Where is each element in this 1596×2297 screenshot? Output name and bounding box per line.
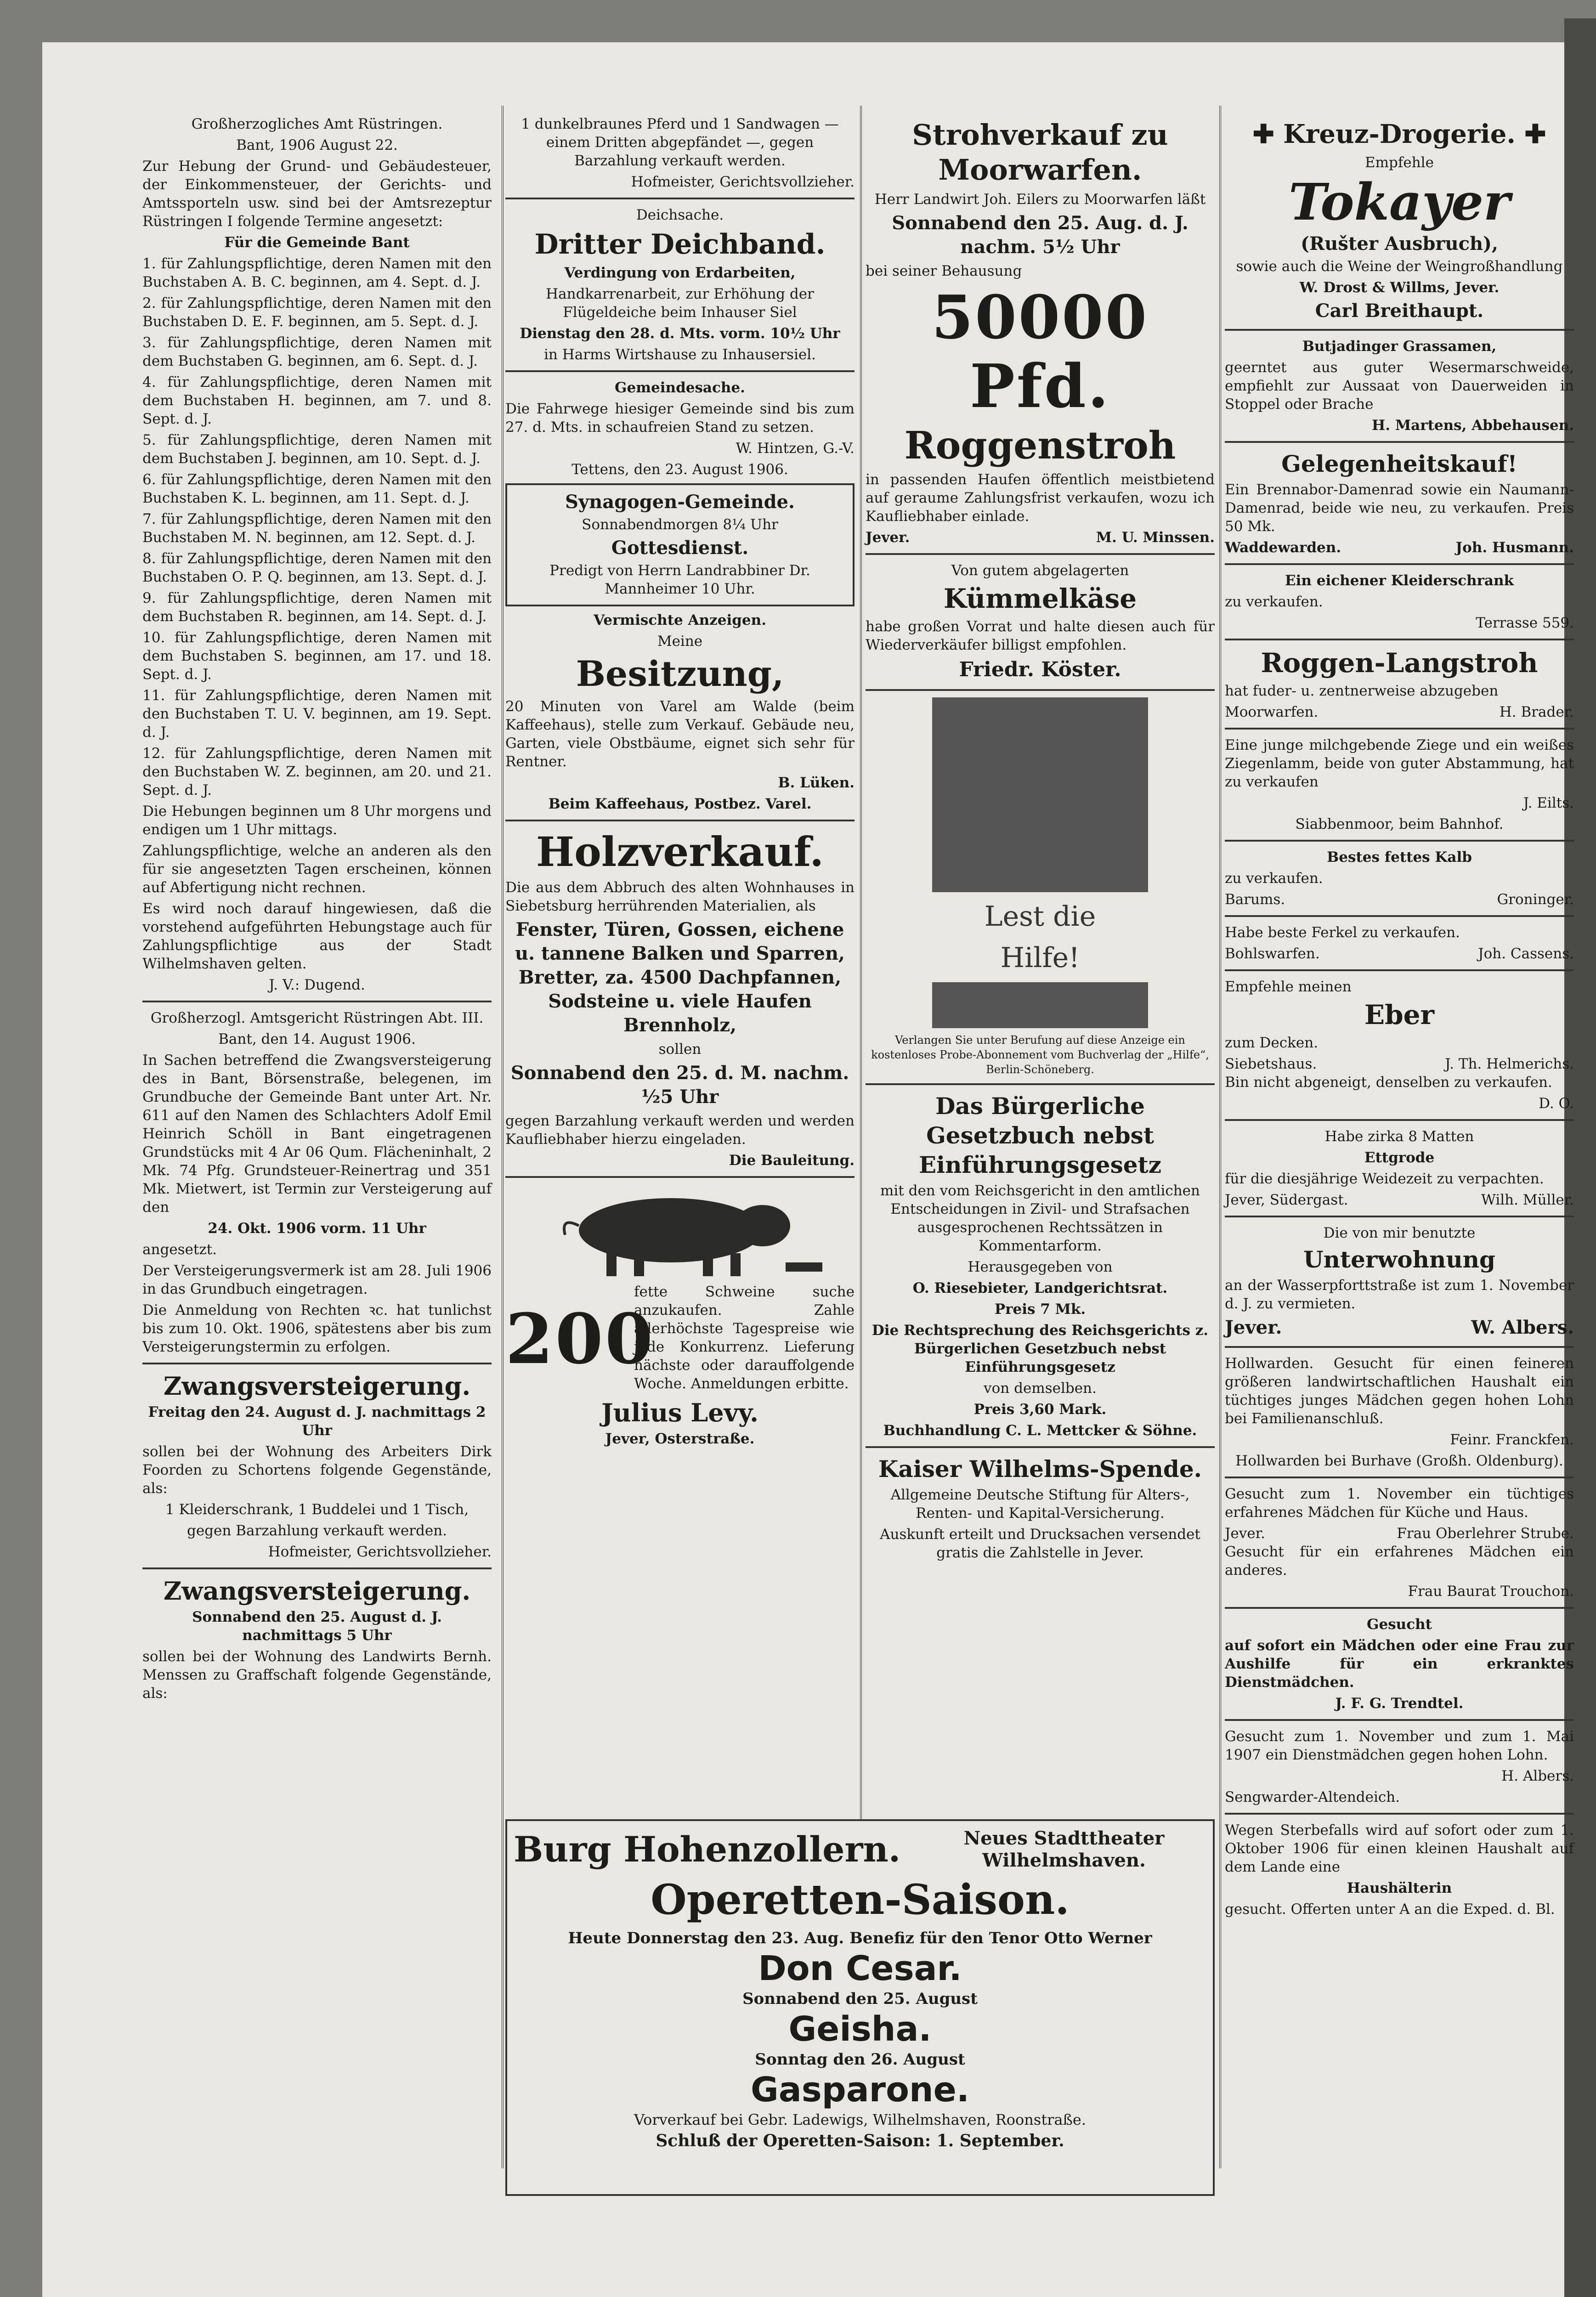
matten-place: Jever, Südergast. bbox=[1225, 1192, 1348, 1208]
kw-text: Allgemeine Deutsche Stiftung für Alters-, Renten- und Kapital-Versicherung. bbox=[890, 1487, 1190, 1522]
eber-text2: Bin nicht abgeneigt, denselben zu verkaufen. bbox=[1225, 1074, 1552, 1091]
dienst-text: Gesucht zum 1. November und zum 1. Mai 1907 ein Dienstmädchen gegen hohen Lohn. bbox=[1225, 1728, 1574, 1763]
ag-termin: 24. Okt. 1906 vorm. 11 Uhr bbox=[208, 1220, 426, 1237]
ferkel-text: Habe beste Ferkel zu verkaufen. bbox=[1225, 924, 1460, 941]
matten-sign: Wilh. Müller. bbox=[1481, 1192, 1574, 1208]
pig-text: fette Schweine suche anzukaufen. Zahle allerhöchste Tagespreise wie jede Konkurrenz. Lieferung nächste oder darauffolgende Woche. Anmeldungen erbitte. bbox=[634, 1284, 855, 1392]
eber-signline bbox=[1225, 1055, 1574, 1073]
stroh-place: bei seiner Behausung bbox=[866, 263, 1022, 279]
ferkel-sign: Joh. Cassens. bbox=[1478, 945, 1574, 962]
divider bbox=[1225, 1477, 1574, 1478]
cross-icon: ✚ bbox=[1524, 119, 1546, 149]
divider bbox=[142, 1363, 492, 1364]
deich-title: Dritter Deichband. bbox=[534, 228, 826, 260]
amt-item: 1. für Zahlungspflichtige, deren Namen mit den Buchstaben A. B. C. beginnen, am 4. Sept. d. J. bbox=[142, 255, 492, 290]
besitz-title: Besitzung, bbox=[576, 653, 784, 694]
holl-place: Hollwarden bei Burhave (Großh. Oldenburg). bbox=[1235, 1453, 1563, 1469]
zv1-title: Zwangsversteigerung. bbox=[163, 1371, 471, 1401]
vorverkauf: Vorverkauf bei Gebr. Ladewigs, Wilhelmshaven, Roonstraße. bbox=[634, 2111, 1087, 2128]
holz-items: Fenster, Türen, Gossen, eichene u. tannene Balken und Sparren, Bretter, za. 4500 Dachpfannen, Sodsteine u. viele Haufen Brennholz, bbox=[515, 919, 845, 1036]
amt-list bbox=[142, 255, 492, 799]
gem-date: Tettens, den 23. August 1906. bbox=[572, 461, 788, 478]
ag-angesetzt: angesetzt. bbox=[142, 1241, 217, 1258]
matten-text: Habe zirka 8 Matten bbox=[1324, 1128, 1474, 1145]
eber-title: Eber bbox=[1364, 999, 1435, 1030]
gem-title: Gemeindesache. bbox=[615, 379, 745, 396]
ag-vermerk: Der Versteigerungsvermerk ist am 28. Juli 1906 in das Grundbuch eingetragen. bbox=[142, 1262, 492, 1297]
amt-gemeinde: Für die Gemeinde Bant bbox=[224, 234, 410, 251]
divider bbox=[1225, 639, 1574, 640]
ag-date: Bant, den 14. August 1906. bbox=[218, 1031, 416, 1047]
deich-date: Dienstag den 28. d. Mts. vorm. 10½ Uhr bbox=[520, 325, 840, 342]
column-1 bbox=[142, 115, 492, 1705]
ferkel-place: Bohlswarfen. bbox=[1225, 945, 1320, 962]
divider bbox=[866, 553, 1215, 555]
synagogue-box bbox=[505, 483, 855, 606]
sterbe-text: Wegen Sterbefalls wird auf sofort oder zum 1. Oktober 1906 für einen kleinen Haushalt auf dem Lande eine bbox=[1225, 1822, 1574, 1875]
cross-icon: ✚ bbox=[1252, 119, 1274, 149]
holl-text: Hollwarden. Gesucht für einen feineren größeren landwirtschaftlichen Haushalt ein tüchtiges junges Mädchen gegen hohen Lohn bei Familienanschluß. bbox=[1225, 1355, 1574, 1427]
schrank-addr: Terrasse 559. bbox=[1476, 615, 1574, 631]
gel-signline bbox=[1225, 538, 1574, 557]
pig-illustration bbox=[505, 1184, 855, 1281]
gel-sign: Joh. Husmann. bbox=[1455, 539, 1574, 556]
divider bbox=[1225, 563, 1574, 565]
besitz-text: 20 Minuten von Varel am Walde (beim Kaffeehaus), stelle zum Verkauf. Gebäude neu, Garten, viele Obstbäume, eignet sich sehr für Rentner. bbox=[505, 698, 855, 770]
bgb-von: von demselben. bbox=[984, 1380, 1097, 1397]
divider bbox=[142, 1001, 492, 1002]
horse-sign: Hofmeister, Gerichtsvollzieher. bbox=[631, 174, 855, 190]
ferkel-signline bbox=[1225, 945, 1574, 963]
kw-title: Kaiser Wilhelms-Spende. bbox=[878, 1455, 1202, 1482]
kaese-sign: Friedr. Köster. bbox=[959, 658, 1121, 681]
gras-sign: H. Martens, Abbehausen. bbox=[1371, 417, 1574, 434]
gras-text: geerntet aus guter Wesermarschweide, empfiehlt zur Aussaat von Dauerweiden in Stoppel oder Brache bbox=[1225, 359, 1574, 413]
amt-item: 4. für Zahlungspflichtige, deren Namen mit dem Buchstaben H. beginnen, am 7. und 8. Sept. d. J. bbox=[142, 374, 492, 427]
divider bbox=[1225, 1119, 1574, 1121]
schrank-text: zu verkaufen. bbox=[1225, 594, 1323, 610]
kaese-text: habe großen Vorrat und halte diesen auch für Wiederverkäufer billigst empfohlen. bbox=[866, 618, 1215, 653]
zv2-text: sollen bei der Wohnung des Landwirts Bernh. Menssen zu Graffschaft folgende Gegenstände, als: bbox=[142, 1648, 492, 1702]
amt-item: 7. für Zahlungspflichtige, deren Namen mit den Buchstaben M. N. beginnen, am 12. Sept. d. J. bbox=[142, 511, 492, 546]
amt-intro: Zur Hebung der Grund- und Gebäudesteuer, der Einkommensteuer, der Gerichts- und Amtssporteln usw. sind bei der Amtsrezeptur Rüstringen I folgende Termine angesetzt: bbox=[142, 158, 492, 230]
column-2 bbox=[505, 115, 855, 1451]
bgb-price: Preis 7 Mk. bbox=[994, 1301, 1086, 1318]
stroh-kind: Roggenstroh bbox=[904, 424, 1176, 468]
amt-item: 12. für Zahlungspflichtige, deren Namen mit den Buchstaben W. Z. beginnen, am 20. und 21. Sept. d. J. bbox=[142, 745, 492, 798]
zv2-title: Zwangsversteigerung. bbox=[163, 1576, 471, 1606]
column-rule bbox=[502, 106, 504, 2168]
kreuz-owner: Carl Breithaupt. bbox=[1315, 300, 1484, 322]
kw-text2: Auskunft erteilt und Drucksachen versendet gratis die Zahlstelle in Jever. bbox=[880, 1526, 1200, 1561]
divider bbox=[866, 689, 1215, 691]
unter-place: Jever. bbox=[1225, 1317, 1282, 1338]
kreuz-title: Kreuz-Drogerie. bbox=[1283, 119, 1516, 149]
kreuz-title-row bbox=[1225, 118, 1574, 151]
amt-item: 10. für Zahlungspflichtige, deren Namen mit dem Buchstaben S. beginnen, am 17. und 18. Sept. d. J. bbox=[142, 629, 492, 683]
roggen-text: hat fuder- u. zentnerweise abzugeben bbox=[1225, 683, 1499, 699]
pig-num: 200 bbox=[505, 1299, 655, 1380]
dienst-place: Sengwarder-Altendeich. bbox=[1225, 1789, 1400, 1805]
gesucht3-text: auf sofort ein Mädchen oder eine Frau zur Aushilfe für ein erkranktes Dienstmädchen. bbox=[1225, 1637, 1574, 1691]
hilfe-caption: Verlangen Sie unter Berufung auf diese Anzeige ein kostenloses Probe-Abonnement vom Buchverlag der „Hilfe“, Berlin-Schöneberg. bbox=[871, 1034, 1209, 1076]
divider bbox=[1225, 728, 1574, 730]
kalb-text: zu verkaufen. bbox=[1225, 870, 1323, 887]
gesucht1-sign: Frau Oberlehrer Strube. bbox=[1397, 1525, 1574, 1542]
amt-item: 11. für Zahlungspflichtige, deren Namen mit den Buchstaben T. U. V. beginnen, am 19. Sept. d. J. bbox=[142, 687, 492, 741]
op2: Geisha. bbox=[788, 2009, 932, 2049]
d2: Sonnabend den 25. August bbox=[742, 1990, 978, 2008]
divider bbox=[142, 1567, 492, 1569]
deich-text2: Handkarrenarbeit, zur Erhöhung der Flügeldeiche beim Inhauser Siel bbox=[546, 286, 814, 321]
holz-title: Holzverkauf. bbox=[536, 828, 824, 876]
bgb-shop: Buchhandlung C. L. Mettcker & Söhne. bbox=[883, 1422, 1197, 1439]
d3: Sonntag den 26. August bbox=[755, 2050, 965, 2069]
dienst-sign: H. Albers. bbox=[1501, 1768, 1574, 1784]
divider bbox=[866, 1446, 1215, 1448]
theater-header bbox=[514, 1827, 1206, 1872]
zv2-date: Sonnabend den 25. August d. J. nachmittags 5 Uhr bbox=[192, 1609, 442, 1644]
amt-date: Bant, 1906 August 22. bbox=[236, 137, 398, 153]
amt-item: 6. für Zahlungspflichtige, deren Namen mit den Buchstaben K. L. beginnen, am 11. Sept. d. J. bbox=[142, 471, 492, 506]
holz-date: Sonnabend den 25. d. M. nachm. ½5 Uhr bbox=[510, 1062, 849, 1108]
deich-text1: Verdingung von Erdarbeiten, bbox=[564, 265, 796, 281]
roggen-place: Moorwarfen. bbox=[1225, 704, 1319, 720]
deich-place: in Harms Wirtshause zu Inhausersiel. bbox=[544, 346, 816, 363]
amt-item: 8. für Zahlungspflichtige, deren Namen mit den Buchstaben O. P. Q. beginnen, am 13. Sept. d. J. bbox=[142, 550, 492, 585]
divider bbox=[866, 1083, 1215, 1085]
sterbe-title: Haushälterin bbox=[1347, 1880, 1452, 1896]
kreuz-empf: Empfehle bbox=[1365, 154, 1434, 171]
roggen-signline bbox=[1225, 703, 1574, 721]
kreuz-sub: (Rušter Ausbruch), bbox=[1301, 233, 1498, 255]
ziege-sign: J. Eilts. bbox=[1523, 795, 1574, 811]
saison: Operetten-Saison. bbox=[651, 1875, 1070, 1924]
pig-ad bbox=[505, 1283, 855, 1396]
stroh-text: in passenden Haufen öffentlich meistbietend auf geraume Zahlungsfrist verkaufen, wozu ich Kaufliebhaber einlade. bbox=[866, 471, 1215, 525]
divider bbox=[1225, 1719, 1574, 1721]
gel-place: Waddewarden. bbox=[1225, 539, 1341, 556]
besitz-addr: Beim Kaffeehaus, Postbez. Varel. bbox=[548, 796, 812, 812]
syn-event: Gottesdienst. bbox=[611, 537, 749, 559]
divider bbox=[505, 198, 855, 199]
schluss: Schluß der Operetten-Saison: 1. September. bbox=[656, 2131, 1064, 2150]
theater-ad bbox=[505, 1819, 1215, 2196]
neues: Neues Stadttheater Wilhelmshaven. bbox=[963, 1827, 1165, 1871]
ag-anmeldung: Die Anmeldung von Rechten ꝛc. hat tunlichst bis zum 10. Okt. 1906, spätestens aber bis zum Versteigerungstermin zu erfolgen. bbox=[142, 1302, 492, 1355]
unter-signline bbox=[1225, 1316, 1574, 1340]
matten-title: Ettgrode bbox=[1364, 1149, 1435, 1166]
op3: Gasparone. bbox=[751, 2070, 969, 2110]
divider bbox=[1225, 969, 1574, 971]
roggen-sign: H. Brader. bbox=[1499, 704, 1574, 720]
gesucht1-place: Jever. bbox=[1225, 1525, 1265, 1542]
gel-text: Ein Brennabor-Damenrad sowie ein Naumann-Damenrad, beide wie neu, zu verkaufen. Preis 50 Mk. bbox=[1225, 481, 1574, 535]
column-4 bbox=[1225, 115, 1574, 1921]
zv1-sign: Hofmeister, Gerichtsvollzieher. bbox=[268, 1544, 492, 1560]
divider bbox=[1225, 1813, 1574, 1815]
divider bbox=[505, 820, 855, 821]
zv1-text: sollen bei der Wohnung des Arbeiters Dirk Foorden zu Schortens folgende Gegenstände, als: bbox=[142, 1443, 492, 1497]
eber-sign: J. Th. Helmerichs. bbox=[1445, 1056, 1574, 1072]
gesucht1-text: Gesucht zum 1. November ein tüchtiges erfahrenes Mädchen für Küche und Haus. bbox=[1225, 1486, 1574, 1521]
holz-text: Die aus dem Abbruch des alten Wohnhauses in Siebetsburg herrührenden Materialien, als bbox=[505, 879, 855, 914]
eber-intro: Empfehle meinen bbox=[1225, 979, 1352, 995]
unter-title: Unterwohnung bbox=[1303, 1246, 1495, 1273]
divider bbox=[1225, 915, 1574, 917]
gel-title: Gelegenheitskauf! bbox=[1281, 450, 1517, 477]
divider bbox=[1225, 840, 1574, 842]
kalb-signline bbox=[1225, 890, 1574, 909]
verm-title: Vermischte Anzeigen. bbox=[594, 612, 766, 628]
hilfe-image bbox=[932, 697, 1148, 1028]
eber-text: zum Decken. bbox=[1225, 1035, 1319, 1051]
amt-item: 5. für Zahlungspflichtige, deren Namen mit dem Buchstaben J. beginnen, am 10. Sept. d. J. bbox=[142, 432, 492, 467]
pig-addr: Jever, Osterstraße. bbox=[605, 1431, 755, 1447]
amt-note: Es wird noch darauf hingewiesen, daß die vorstehend aufgeführten Hebungstage auch für Zahlungspflichtige aus der Stadt Wilhelmshaven gelten. bbox=[142, 900, 492, 972]
gesucht2-sign: Frau Baurat Trouchon. bbox=[1408, 1583, 1574, 1600]
eber-place: Siebetshaus. bbox=[1225, 1056, 1317, 1072]
pig-name: Julius Levy. bbox=[601, 1398, 758, 1427]
column-3 bbox=[866, 115, 1215, 1565]
syn-title: Synagogen-Gemeinde. bbox=[565, 491, 795, 513]
stroh-title: Strohverkauf zu Moorwarfen. bbox=[912, 118, 1168, 187]
kalb-title: Bestes fettes Kalb bbox=[1327, 849, 1472, 866]
stroh-qty: 50000 Pfd. bbox=[931, 282, 1149, 421]
kalb-sign: Groninger. bbox=[1497, 891, 1574, 908]
divider bbox=[505, 1176, 855, 1178]
ag-header: Großherzogl. Amtsgericht Rüstringen Abt. III. bbox=[150, 1010, 484, 1026]
amt-item: 3. für Zahlungspflichtige, deren Namen mit dem Buchstaben G. beginnen, am 6. Sept. d. J. bbox=[142, 334, 492, 369]
burg: Burg Hohenzollern. bbox=[514, 1829, 901, 1870]
gesucht3-sign: J. F. G. Trendtel. bbox=[1335, 1695, 1464, 1712]
bgb-text: mit den vom Reichsgericht in den amtlichen Entscheidungen in Zivil- und Strafsachen ausgesprochenen Rechtssätzen in Kommentarform. bbox=[880, 1182, 1200, 1254]
syn-text: Predigt von Herrn Landrabbiner Dr. Mannheimer 10 Uhr. bbox=[549, 562, 810, 597]
amt-item: 9. für Zahlungspflichtige, deren Namen mit dem Buchstaben R. beginnen, am 14. Sept. d. J. bbox=[142, 590, 492, 625]
stroh-date: Sonnabend den 25. Aug. d. J. nachm. 5½ Uhr bbox=[892, 212, 1189, 258]
kalb-place: Barums. bbox=[1225, 891, 1285, 908]
unter-intro: Die von mir benutzte bbox=[1323, 1225, 1476, 1241]
kreuz-text: sowie auch die Weine der Weingroßhandlung bbox=[1236, 258, 1563, 275]
divider bbox=[1225, 1216, 1574, 1217]
matten-signline bbox=[1225, 1191, 1574, 1209]
gesucht1-signline bbox=[1225, 1524, 1574, 1543]
divider bbox=[505, 370, 855, 372]
kreuz-tokayer: Tokayer bbox=[1289, 172, 1510, 232]
op1: Don Cesar. bbox=[758, 1949, 962, 1988]
zv1-date: Freitag den 24. August d. J. nachmittags 2 Uhr bbox=[148, 1404, 486, 1439]
syn-time: Sonnabendmorgen 8¼ Uhr bbox=[582, 516, 778, 533]
ziege-place: Siabbenmoor, beim Bahnhof. bbox=[1295, 816, 1504, 832]
gem-sign: W. Hintzen, G.-V. bbox=[736, 440, 855, 457]
kaese-title: Kümmelkäse bbox=[943, 583, 1137, 614]
holz-sollen: sollen bbox=[658, 1041, 702, 1058]
amt-late: Zahlungspflichtige, welche an anderen als den für sie angesetzten Tagen erscheinen, können auf Abfertigung nicht rechnen. bbox=[142, 843, 492, 896]
heute: Heute Donnerstag den 23. Aug. Benefiz für den Tenor Otto Werner bbox=[568, 1929, 1152, 1947]
gras-title: Butjadinger Grassamen, bbox=[1302, 338, 1497, 355]
bgb-price2: Preis 3,60 Mark. bbox=[973, 1401, 1107, 1418]
bgb-author: O. Riesebieter, Landgerichtsrat. bbox=[912, 1280, 1168, 1296]
holz-text2: gegen Barzahlung verkauft werden und werden Kaufliebhaber hierzu eingeladen. bbox=[505, 1113, 855, 1148]
stroh-place2: Jever. bbox=[866, 529, 910, 546]
sterbe-text2: gesucht. Offerten unter A an die Exped. d. Bl. bbox=[1225, 1901, 1555, 1918]
stroh-sign: M. U. Minssen. bbox=[1096, 529, 1215, 546]
unter-text: an der Wasserpforttstraße ist zum 1. November d. J. zu vermieten. bbox=[1225, 1277, 1574, 1312]
amt-header: Großherzogliches Amt Rüstringen. bbox=[191, 116, 443, 132]
column-rule bbox=[1219, 106, 1221, 2168]
schrank-title: Ein eichener Kleiderschrank bbox=[1285, 572, 1514, 589]
holl-sign: Feinr. Franckfen. bbox=[1450, 1431, 1574, 1448]
bgb-hg: Herausgegeben von bbox=[968, 1259, 1113, 1275]
holz-sign: Die Bauleitung. bbox=[729, 1152, 855, 1169]
divider bbox=[1225, 441, 1574, 443]
bgb-title2: Die Rechtsprechung des Reichsgerichts z. Bürgerlichen Gesetzbuch nebst Einführungsgesetz bbox=[872, 1322, 1209, 1375]
divider bbox=[1225, 1346, 1574, 1348]
besitz-name: B. Lüken. bbox=[778, 775, 855, 791]
gesucht2-text: Gesucht für ein erfahrenes Mädchen ein anderes. bbox=[1225, 1544, 1574, 1578]
zv1-sale: gegen Barzahlung verkauft werden. bbox=[187, 1522, 447, 1539]
roggen-title: Roggen-Langstroh bbox=[1261, 647, 1538, 679]
kreuz-firm: W. Drost & Willms, Jever. bbox=[1299, 279, 1500, 296]
amt-item: 2. für Zahlungspflichtige, deren Namen mit den Buchstaben D. E. F. beginnen, am 5. Sept. d. J. bbox=[142, 295, 492, 330]
gesucht3-title: Gesucht bbox=[1367, 1616, 1432, 1633]
divider bbox=[1225, 1607, 1574, 1609]
bgb-title: Das Bürgerliche Gesetzbuch nebst Einführungsgesetz bbox=[918, 1092, 1162, 1178]
amt-sign: J. V.: Dugend. bbox=[269, 977, 365, 993]
zv1-items: 1 Kleiderschrank, 1 Buddelei und 1 Tisch, bbox=[165, 1501, 469, 1518]
verm-meine: Meine bbox=[657, 633, 703, 650]
ziege-text: Eine junge milchgebende Ziege und ein weißes Ziegenlamm, beide von guter Abstammung, hat zu verkaufen bbox=[1225, 737, 1574, 790]
horse-text: 1 dunkelbraunes Pferd und 1 Sandwagen — einem Dritten abgepfändet —, gegen Barzahlung verkauft werden. bbox=[521, 116, 839, 169]
kaese-intro: Von gutem abgelagerten bbox=[951, 562, 1129, 579]
gem-text: Die Fahrwege hiesiger Gemeinde sind bis zum 27. d. Mts. in schaufreien Stand zu setzen. bbox=[505, 401, 855, 436]
hilfe-image-text: Lest die Hilfe! bbox=[932, 892, 1148, 982]
unter-sign: W. Albers. bbox=[1471, 1317, 1574, 1338]
stroh-intro: Herr Landwirt Joh. Eilers zu Moorwarfen läßt bbox=[874, 191, 1206, 208]
matten-text2: für die diesjährige Weidezeit zu verpachten. bbox=[1225, 1171, 1544, 1187]
divider bbox=[1225, 329, 1574, 331]
ag-text: In Sachen betreffend die Zwangsversteigerung des in Bant, Börsenstraße, belegenen, im Grundbuche der Gemeinde Bant unter Art. Nr. 611 auf den Namen des Schlachters Adolf Emil Heinrich Schöll in Bant eingetragenen Grundstücks mit 4 Ar 06 Qum. Flächeninhalt, 2 Mk. 74 Pfg. Grundsteuer-Reinertrag und 351 Mk. Mietwert, ist Termin zur Versteigerung auf den bbox=[142, 1052, 492, 1216]
deich-sache: Deichsache. bbox=[636, 207, 724, 223]
eber-dd: D. O. bbox=[1539, 1095, 1574, 1112]
stroh-signline bbox=[866, 528, 1215, 547]
amt-hours: Die Hebungen beginnen um 8 Uhr morgens und endigen um 1 Uhr mittags. bbox=[142, 803, 492, 838]
